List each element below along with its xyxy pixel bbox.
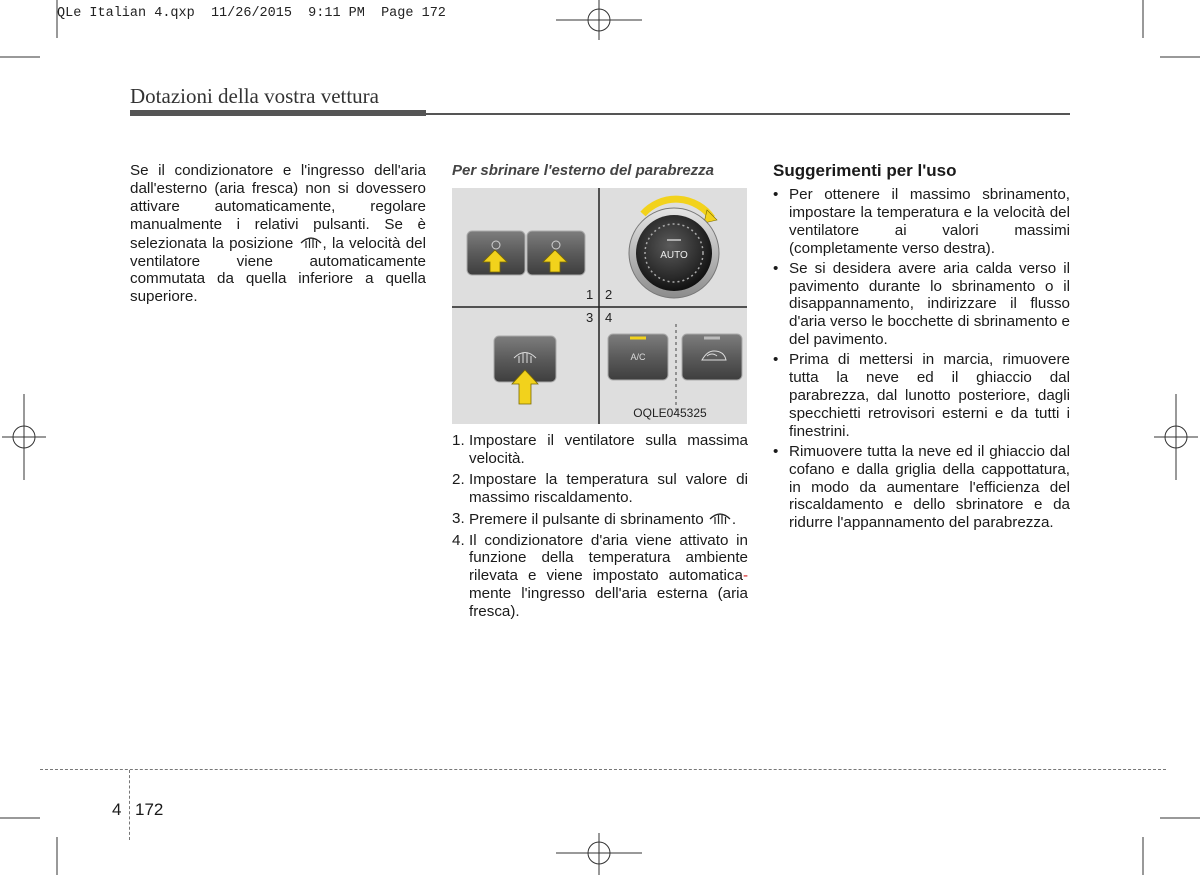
knob-auto-label: AUTO xyxy=(660,250,688,261)
intro-text-part1: Se il condizionatore e l'ingresso dell'aria dall'esterno (aria fresca) non si dovessero attivare automaticamente, regolare manualmente i relativi pulsanti. Se è selezionata la posizione xyxy=(130,162,426,252)
list-item xyxy=(452,432,748,468)
ac-label: A/C xyxy=(630,352,646,362)
tip-text: Se si desidera avere aria calda verso il pavimento durante lo sbrinamento o il disappannamento, indirizzare il flusso d'aria verso le bocchette di sbrinamento e del pavimento. xyxy=(789,259,1070,349)
step-text: Il condizionatore d'aria viene attivato in funzione della temperatura ambiente rilevata e viene impostato automatica xyxy=(469,531,748,585)
title-rule xyxy=(130,110,426,116)
print-date: 11/26/2015 xyxy=(210,6,292,21)
list-item xyxy=(773,260,1070,350)
step-number: 2. xyxy=(452,470,465,488)
label-1: 1 xyxy=(586,287,594,302)
section-subheading: Per sbrinare l'esterno del parabrezza xyxy=(452,162,715,179)
label-2: 2 xyxy=(605,287,613,302)
list-item xyxy=(773,186,1070,258)
title-rule-thin xyxy=(426,113,1070,115)
step-text-cont: mente l'ingresso dell'aria esterna (aria fresca). xyxy=(469,585,748,621)
print-page-ref: 172 xyxy=(421,6,446,21)
tips-heading: Suggerimenti per l'uso xyxy=(773,161,957,180)
label-3: 3 xyxy=(586,310,594,325)
step-suffix: . xyxy=(731,510,737,528)
climate-control-illustration xyxy=(452,188,747,424)
bullet: • xyxy=(773,351,779,369)
bullet: • xyxy=(773,442,779,460)
illustration-code: OQLE045325 xyxy=(633,406,707,420)
recirculation-button xyxy=(682,334,742,380)
tip-text: Rimuovere tutta la neve ed il ghiaccio dal cofano e dalla griglia della cappottatura, in modo da aumentare l'efficienza del riscaldamento e dello sbrinatore e da ridurre l'appannamento del parabrezza. xyxy=(789,442,1070,532)
bullet: • xyxy=(773,186,779,203)
print-page-word: Page xyxy=(381,6,414,21)
steps-list xyxy=(452,432,748,624)
print-time: 9:11 PM xyxy=(308,6,365,21)
ac-button xyxy=(608,334,668,380)
list-item xyxy=(773,443,1070,533)
front-defrost-button xyxy=(494,336,556,404)
step-text: Impostare la temperatura sul valore di massimo riscaldamento. xyxy=(469,470,748,506)
bullet: • xyxy=(773,259,779,277)
step-number: 4. xyxy=(452,531,465,549)
temperature-knob xyxy=(629,199,719,298)
defrost-icon xyxy=(299,234,323,250)
chapter-number: 4 xyxy=(112,800,122,819)
intro-paragraph xyxy=(130,162,426,306)
footer-divider xyxy=(129,770,130,840)
step-text: Impostare il ventilatore sulla massima velocità. xyxy=(469,432,748,467)
footer-rule xyxy=(40,769,1166,770)
fan-speed-buttons xyxy=(467,231,585,275)
list-item xyxy=(452,532,748,622)
registration-mark-icon xyxy=(1154,394,1198,480)
chapter-title: Dotazioni della vostra vettura xyxy=(130,84,379,108)
print-file: QLe Italian 4.qxp xyxy=(57,6,195,21)
defrost-icon xyxy=(708,510,732,526)
step-text: Premere il pulsante di sbrinamento xyxy=(469,510,704,528)
tip-text: Prima di mettersi in marcia, rimuovere tutta la neve ed il ghiaccio dal parabrezza, dal lunotto posteriore, dagli specchietti retrovisori esterni e da tutti i finestrini. xyxy=(789,351,1070,440)
tip-text: Per ottenere il massimo sbrinamento, impostare la temperatura e la velocità del ventilatore ai valori massimi (completamente verso destra). xyxy=(789,186,1070,257)
tips-list xyxy=(773,186,1070,534)
list-item xyxy=(452,471,748,507)
intro-text-part2: , la velocità del ventilatore viene automaticamente commutata da quella inferiore a quella superiore. xyxy=(130,234,426,306)
step-hyphen: - xyxy=(742,567,748,585)
list-item xyxy=(452,510,748,529)
step-number: 3. xyxy=(452,509,465,527)
label-4: 4 xyxy=(605,310,613,325)
step-number: 1. xyxy=(452,432,465,449)
registration-mark-icon xyxy=(556,833,642,875)
registration-mark-icon xyxy=(2,394,46,480)
registration-mark-icon xyxy=(556,0,642,40)
print-header xyxy=(57,6,446,21)
page-number: 172 xyxy=(135,800,164,819)
list-item xyxy=(773,351,1070,441)
